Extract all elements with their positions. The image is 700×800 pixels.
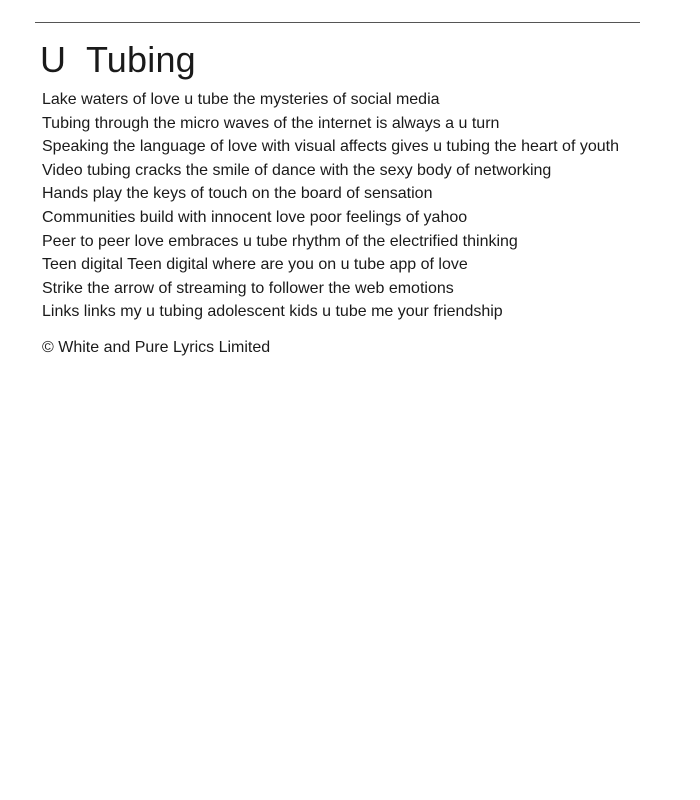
lyric-line: Video tubing cracks the smile of dance with the sexy body of networking (42, 161, 552, 179)
lyric-line: Strike the arrow of streaming to follower the web emotions (42, 279, 454, 297)
lyric-line: Links links my u tubing adolescent kids u tube me your friendship (42, 303, 503, 321)
page-title: U Tubing (40, 39, 196, 80)
lyric-line: Teen digital Teen digital where are you on u tube app of love (42, 256, 468, 274)
lyric-line: Communities build with innocent love poor feelings of yahoo (42, 208, 468, 226)
lyrics-body (42, 88, 619, 324)
lyric-line: Lake waters of love u tube the mysteries of social media (42, 91, 440, 108)
lyric-line: Peer to peer love embraces u tube rhythm of the electrified thinking (42, 232, 518, 250)
copyright-notice: © White and Pure Lyrics Limited (42, 339, 271, 356)
top-divider (35, 22, 640, 23)
lyric-line: Hands play the keys of touch on the board of sensation (42, 185, 433, 203)
lyric-line: Tubing through the micro waves of the internet is always a u turn (42, 114, 500, 132)
lyric-line: Speaking the language of love with visual affects gives u tubing the heart of youth (42, 138, 619, 156)
